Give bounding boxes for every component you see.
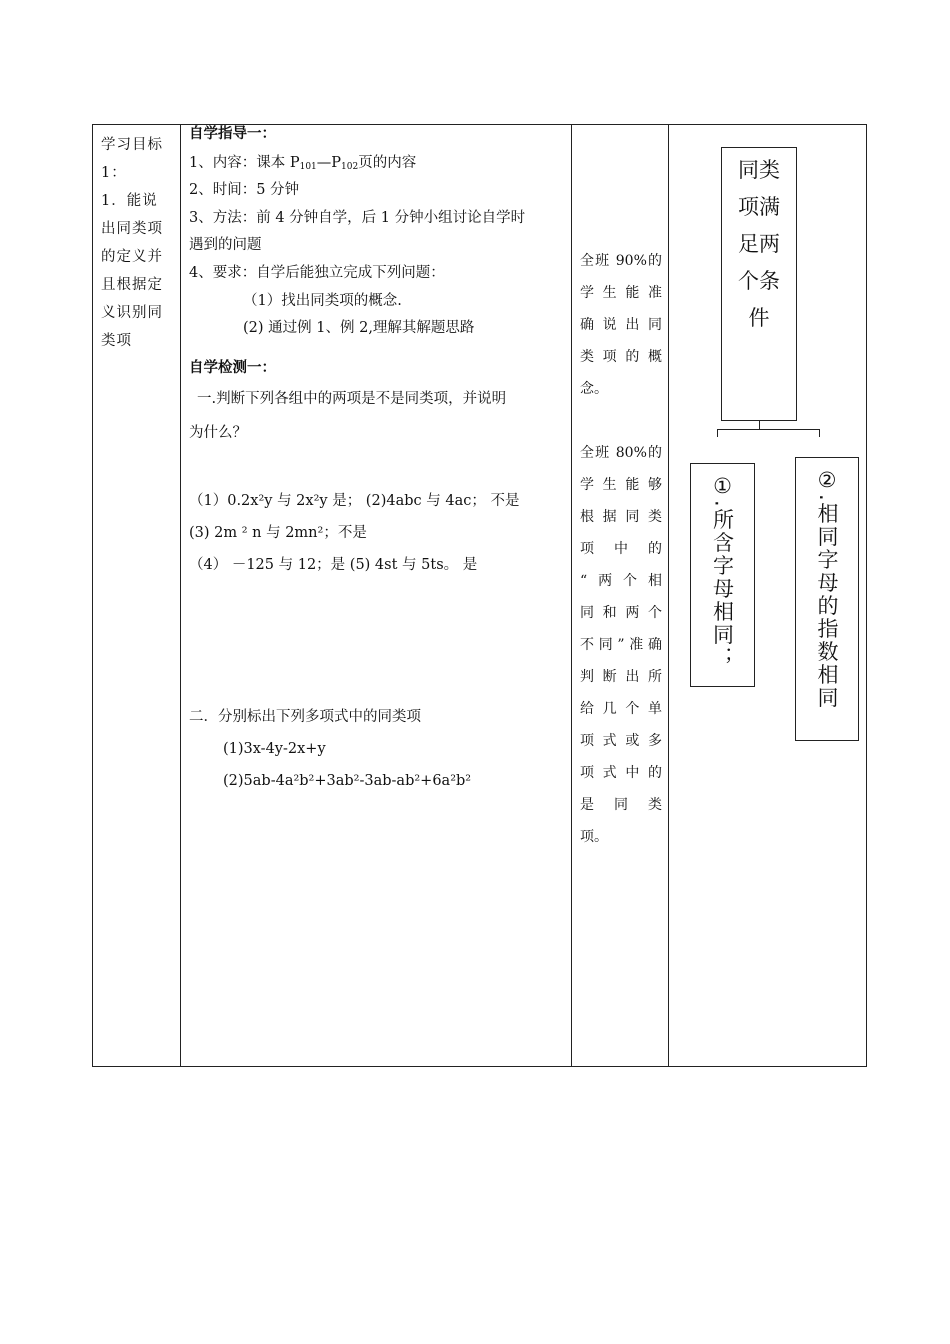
guide-line-method-cont: 遇到的问题 bbox=[189, 237, 262, 253]
criteria-spacer bbox=[580, 405, 662, 437]
objective-line: 1．能说 bbox=[101, 193, 158, 209]
guide-item-1: （1）找出同类项的概念. bbox=[243, 293, 402, 309]
criteria-line: 判断出所 bbox=[580, 669, 662, 685]
criteria-line: 项式中的 bbox=[580, 765, 662, 781]
objective-line: 类项 bbox=[101, 333, 132, 349]
diagram-top-line: 个条 bbox=[738, 269, 780, 293]
criteria-line: 项中的 bbox=[580, 541, 662, 557]
criteria-line: 确说出同 bbox=[580, 317, 662, 333]
criteria-line: 不同”准确 bbox=[580, 637, 662, 653]
criteria-line: 项。 bbox=[580, 829, 608, 845]
criteria-line: 是同类 bbox=[580, 797, 662, 813]
page-sub: 101 bbox=[299, 162, 317, 172]
criteria-line: 项式或多 bbox=[580, 733, 662, 749]
check-question-1-cont: 为什么？ bbox=[189, 425, 247, 441]
page-sub: 102 bbox=[341, 162, 359, 172]
guide-text: 1、内容：课本 P bbox=[189, 155, 300, 171]
criteria-line: 学生能准 bbox=[580, 285, 662, 301]
objective-line: 学习目标 bbox=[101, 137, 163, 153]
check-heading: 自学检测一： bbox=[189, 359, 276, 376]
guide-item-2: (2) 通过例 1、例 2,理解其解题思路 bbox=[243, 320, 475, 336]
check-answer-row-2: (3) 2m ² n 与 2mn²；不是 bbox=[189, 525, 367, 541]
objective-line: 1： bbox=[101, 165, 127, 181]
objective-line: 义识别同 bbox=[101, 305, 163, 321]
check-answer-row-3: （4） －125 与 12；是 (5) 4st 与 5ts。 是 bbox=[189, 557, 478, 573]
guide-heading: 自学指导一： bbox=[189, 125, 276, 142]
diagram-top-line: 项满 bbox=[738, 195, 780, 219]
diagram-top-line: 同类 bbox=[738, 158, 780, 182]
guide-text: —P bbox=[316, 155, 342, 171]
diagram-condition-2-box bbox=[795, 457, 859, 741]
objective-line: 出同类项 bbox=[101, 221, 163, 237]
objective-line: 且根据定 bbox=[101, 277, 163, 293]
criteria-line: 全班 90%的 bbox=[580, 253, 662, 269]
bracket-stem bbox=[759, 421, 760, 429]
criteria-line: 根据同类 bbox=[580, 509, 662, 525]
diagram-condition-1-box bbox=[690, 463, 755, 687]
column-divider bbox=[180, 125, 181, 1066]
success-criteria bbox=[580, 245, 662, 853]
guide-line-method: 3、方法：前 4 分钟自学，后 1 分钟小组讨论自学时 bbox=[189, 210, 526, 226]
bracket-left-leg bbox=[717, 429, 718, 437]
check-question-1: 一.判断下列各组中的两项是不是同类项，并说明 bbox=[197, 391, 507, 407]
criteria-line: “两个相 bbox=[580, 573, 662, 589]
guide-line-time: 2、时间：5 分钟 bbox=[189, 182, 300, 198]
criteria-line: 给几个单 bbox=[580, 701, 662, 717]
condition-2-text: ②.相同字母的指数相同 bbox=[815, 468, 839, 710]
guide-text: 页的内容 bbox=[358, 155, 417, 171]
criteria-line: 全班 80%的 bbox=[580, 445, 662, 461]
bracket-bar bbox=[717, 429, 819, 430]
criteria-line: 同和两个 bbox=[580, 605, 662, 621]
condition-1-text: ①.所含字母相同； bbox=[710, 474, 735, 670]
check-answer-row-1: （1）0.2x²y 与 2x²y 是； (2)4abc 与 4ac； 不是 bbox=[189, 493, 520, 509]
polynomial-2: (2)5ab-4a²b²+3ab²-3ab-ab²+6a²b² bbox=[223, 773, 472, 789]
lesson-table bbox=[92, 124, 867, 1067]
diagram-top-line: 足两 bbox=[738, 232, 780, 256]
learning-objective bbox=[101, 131, 173, 355]
check-question-2: 二．分别标出下列多项式中的同类项 bbox=[189, 709, 421, 725]
criteria-line: 念。 bbox=[580, 381, 608, 397]
diagram-top-box bbox=[721, 147, 797, 421]
polynomial-1: (1)3x-4y-2x+y bbox=[223, 741, 326, 757]
bracket-right-leg bbox=[819, 429, 820, 437]
column-divider bbox=[571, 125, 572, 1066]
guide-line-requirement: 4、要求：自学后能独立完成下列问题： bbox=[189, 265, 445, 281]
column-divider bbox=[668, 125, 669, 1066]
diagram-top-line: 件 bbox=[748, 306, 770, 330]
criteria-line: 学生能够 bbox=[580, 477, 662, 493]
criteria-line: 类项的概 bbox=[580, 349, 662, 365]
objective-line: 的定义并 bbox=[101, 249, 163, 265]
